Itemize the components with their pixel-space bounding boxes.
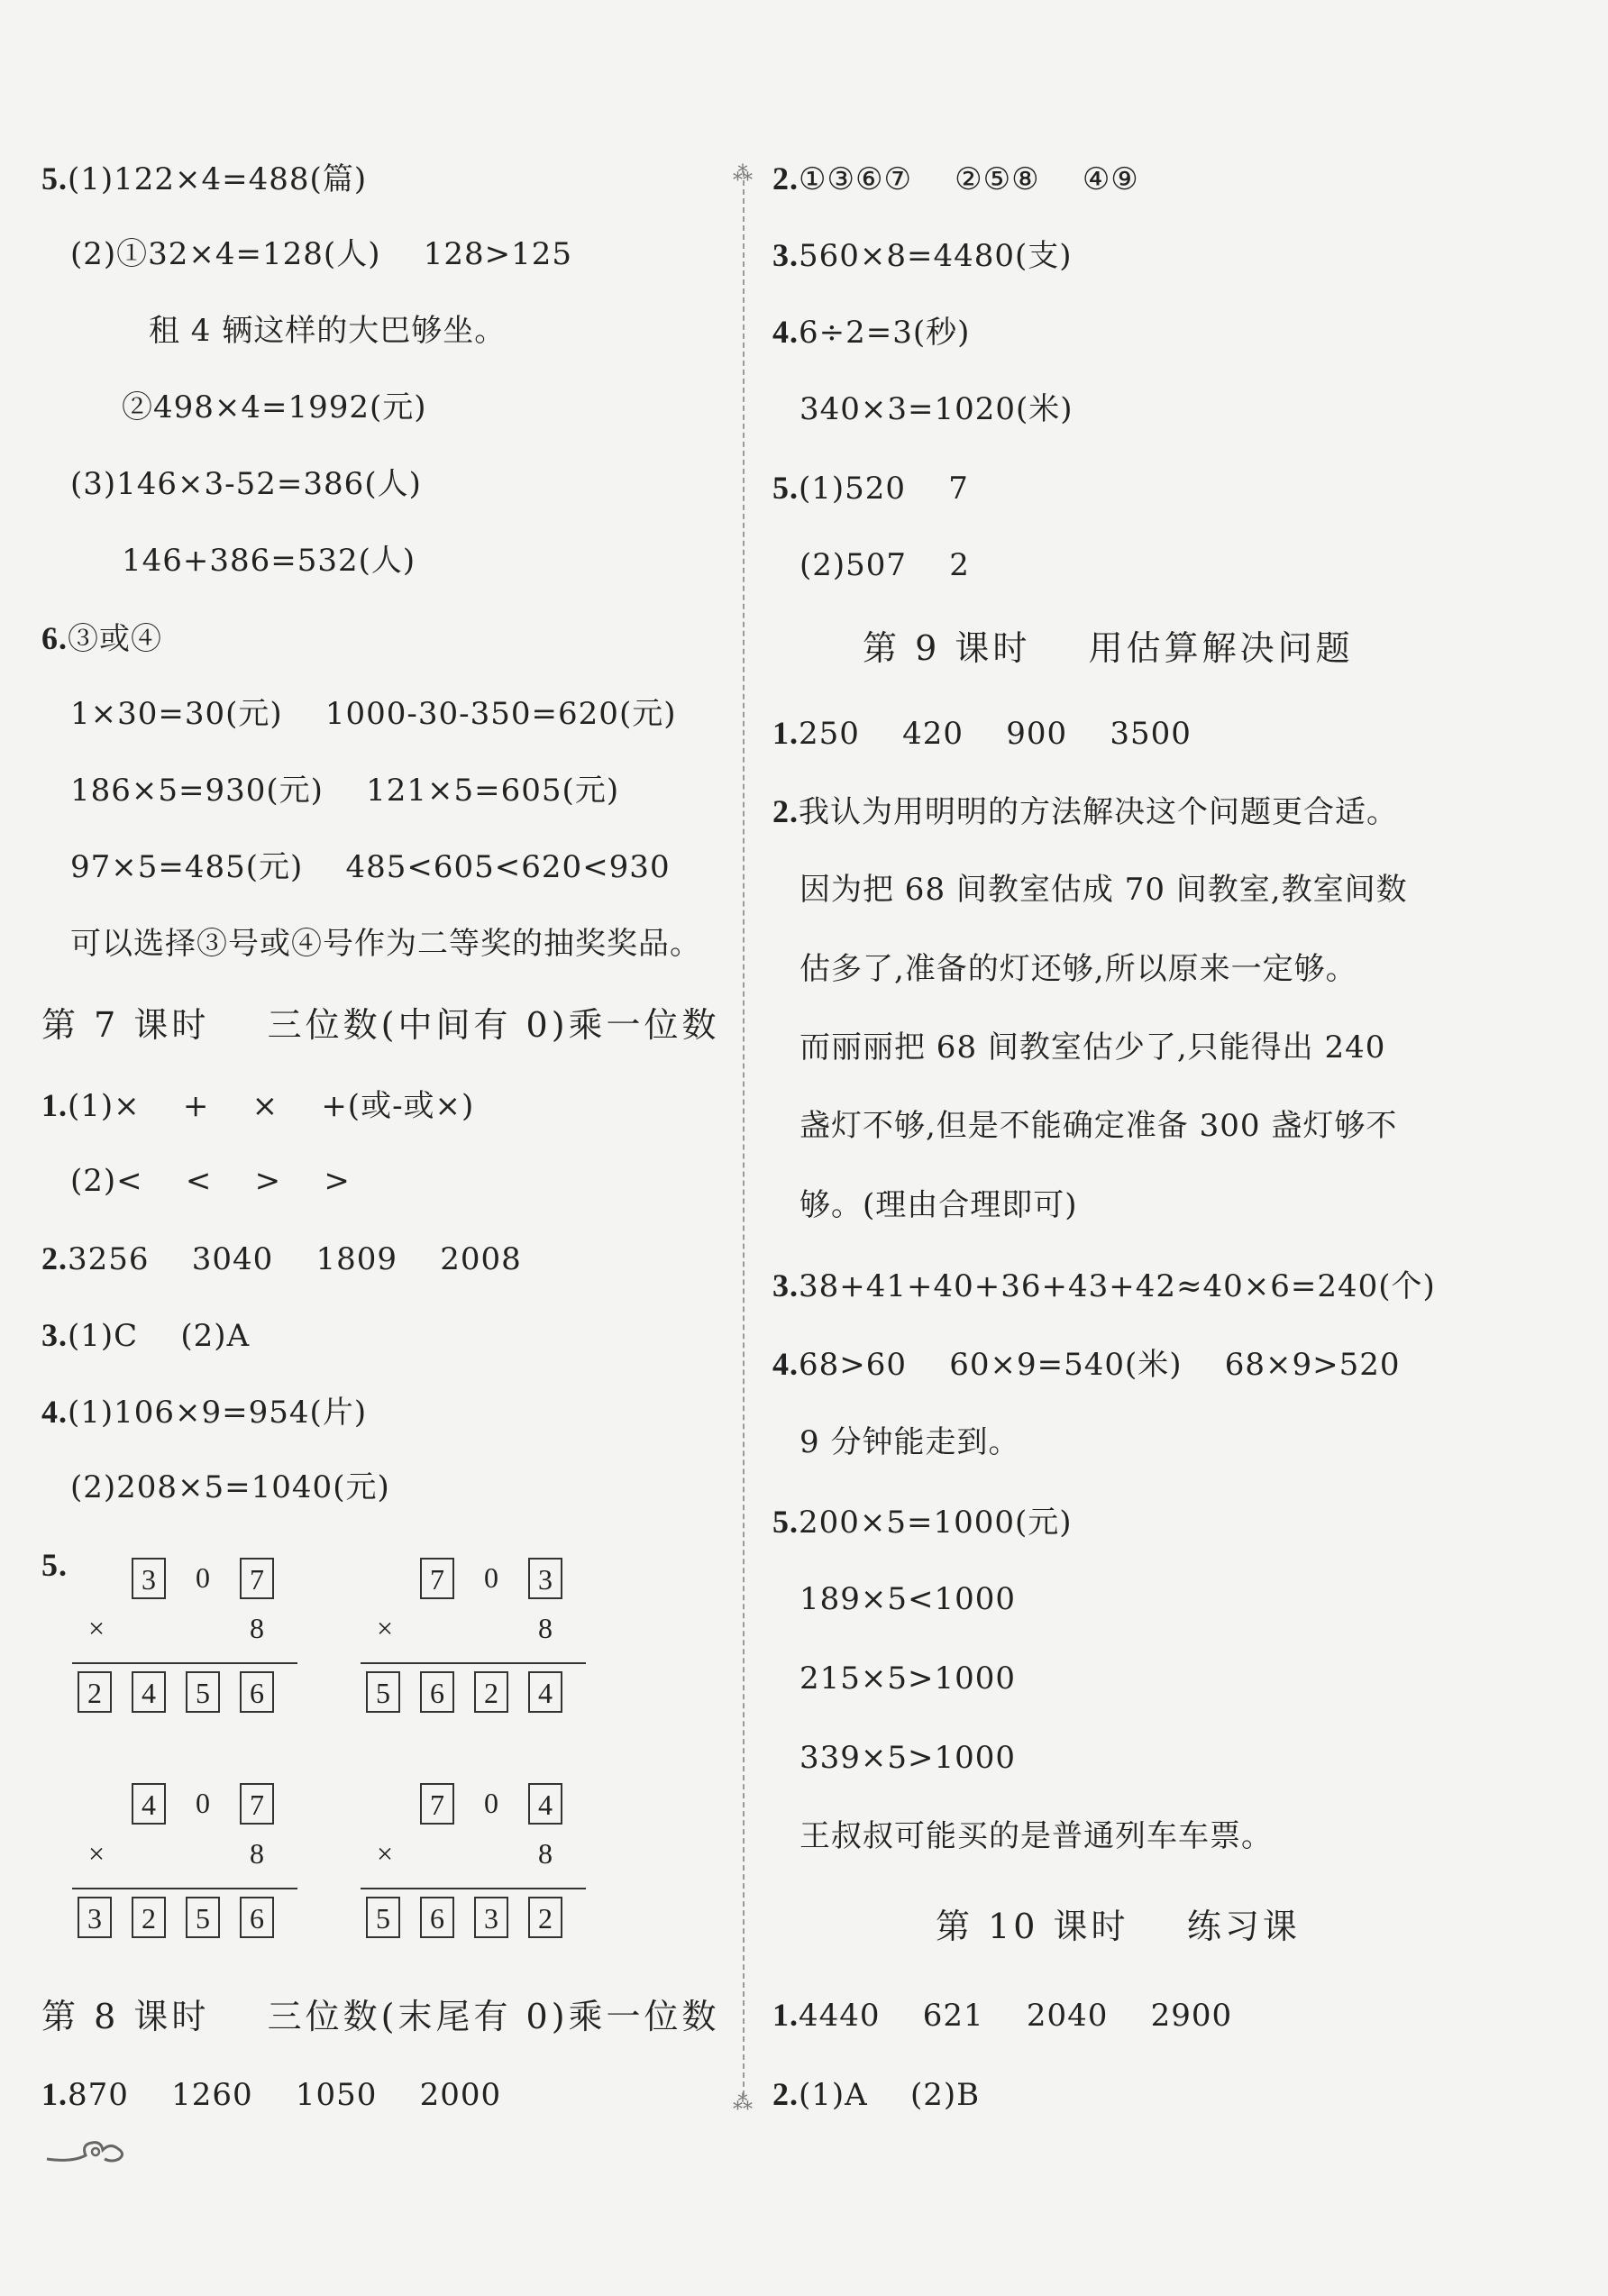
answer-line [772,715,1192,752]
vertical-multiplication [72,1558,306,1709]
answer-text: 够。(理由合理即可) [799,1187,1078,1223]
result-digit-box: 6 [240,1671,274,1713]
multiplier: 8 [538,1837,553,1870]
calc-line [361,1662,586,1664]
result-digit-box: 3 [78,1897,112,1938]
answer-line [41,2076,502,2113]
vertical-multiplication [361,1783,595,1935]
answer-line [122,543,416,579]
answer-text: 王叔叔可能买的是普通列车车票。 [799,1818,1273,1854]
question-number: 5. [41,160,68,197]
answer-text: 租 4 辆这样的大巴够坐。 [149,313,507,349]
answer-text: 盏灯不够,但是不能确定准备 300 盏灯够不 [799,1108,1398,1144]
answer-text: 200×5=1000(元) [799,1505,1073,1541]
answer-text: 估多了,准备的灯还够,所以原来一定够。 [799,951,1357,987]
times-sign: × [87,1612,105,1644]
answer-line [772,1504,1073,1541]
answer-text: ③或④ [68,621,162,657]
multiplier: 8 [250,1612,264,1644]
answer-line [772,470,969,507]
lesson-heading: 第 7 课时 三位数(中间有 0)乘一位数 [41,1005,720,1045]
calc-line [72,1662,297,1664]
question-number: 5. [772,470,799,506]
answer-text: 339×5>1000 [799,1740,1017,1776]
answer-text: 可以选择③号或④号作为二等奖的抽奖奖品。 [70,926,701,962]
question-number: 4. [772,314,799,350]
divider-ornament-bottom-icon: ⁂ [733,2092,753,2115]
vertical-multiplication [72,1783,306,1935]
divider-ornament-top-icon: ⁂ [733,163,753,186]
answer-text: ②498×4=1992(元) [122,389,427,425]
digit-box: 7 [240,1558,274,1599]
digit: 0 [484,1787,498,1819]
answer-text: (3)146×3-52=386(人) [70,466,422,502]
answer-text: ①③⑥⑦ ②⑤⑧ ④⑨ [799,161,1139,197]
result-digit-box: 6 [420,1671,454,1713]
multiplier: 8 [250,1837,264,1870]
result-digit-box: 4 [132,1671,166,1713]
result-digit-box: 2 [132,1897,166,1938]
answer-text: 3256 3040 1809 2008 [68,1241,522,1277]
digit-box: 3 [528,1558,562,1599]
answer-line [772,1346,1401,1383]
question-number: 3. [41,1317,68,1353]
answer-line [799,547,970,583]
question-number: 1. [41,2076,68,2112]
answer-text: (1)C (2)A [68,1318,251,1354]
digit-box: 3 [132,1558,166,1599]
answer-text: 1×30=30(元) 1000-30-350=620(元) [70,696,677,732]
result-digit-box: 5 [186,1671,220,1713]
result-digit-box: 4 [528,1671,562,1713]
answer-text: 我认为用明明的方法解决这个问题更合适。 [799,794,1398,830]
answer-line [772,314,971,351]
answer-line [772,162,1139,195]
answer-text: 68>60 60×9=540(米) 68×9>520 [799,1347,1401,1383]
digit: 0 [196,1561,210,1594]
question-number: 3. [772,1267,799,1304]
vertical-multiplication [361,1558,595,1709]
result-digit-box: 6 [240,1897,274,1938]
answer-text: 340×3=1020(米) [799,391,1074,427]
digit: 0 [484,1561,498,1594]
answer-line [799,1424,1020,1460]
question-number: 2. [772,160,799,197]
answer-text: 146+386=532(人) [122,543,416,579]
answer-line [799,1029,1386,1066]
answer-line [799,1108,1398,1144]
question-number: 4. [41,1394,68,1430]
answer-text: 而丽丽把 68 间教室估少了,只能得出 240 [799,1029,1386,1066]
result-digit-box: 5 [366,1671,400,1713]
answer-text: (1)122×4=488(篇) [68,161,368,197]
question-number: 5. [41,1547,68,1583]
lesson-heading: 第 9 课时 用估算解决问题 [863,628,1354,668]
digit-box: 4 [528,1783,562,1825]
question-number: 5. [772,1504,799,1540]
times-sign: × [376,1612,394,1644]
times-sign: × [87,1837,105,1870]
answer-text: 6÷2=3(秒) [799,315,971,351]
question-number: 1. [772,1997,799,2033]
digit-box: 7 [420,1558,454,1599]
answer-text: (2)①32×4=128(人) 128>125 [70,236,572,272]
answer-line [772,1997,1233,2034]
answer-text: 38+41+40+36+43+42≈40×6=240(个) [799,1268,1436,1304]
question-number: 2. [772,2076,799,2112]
question-number: 2. [41,1240,68,1276]
answer-text: (2)507 2 [799,547,970,583]
question-number: 1. [772,715,799,751]
right-column [759,0,1480,2296]
answer-line [70,466,422,502]
question-number: 1. [41,1087,68,1123]
lesson-heading: 第 10 课时 练习课 [936,1907,1301,1946]
answer-text: (2)< < > > [70,1163,351,1199]
answer-line [70,926,701,962]
answer-line [799,1581,1017,1617]
digit-box: 7 [420,1783,454,1825]
answer-text: 215×5>1000 [799,1660,1017,1697]
answer-text: 189×5<1000 [799,1581,1017,1617]
result-digit-box: 5 [366,1897,400,1938]
answer-line [772,1269,1436,1302]
answer-line [70,1469,390,1505]
answer-text: (1)A (2)B [799,2077,981,2113]
answer-line [799,1187,1078,1223]
answer-line [799,391,1074,427]
question-number: 4. [772,1346,799,1382]
answer-line [41,1394,368,1431]
answer-line [70,849,671,885]
left-column [0,0,721,2296]
result-digit-box: 2 [78,1671,112,1713]
answer-line [41,162,367,195]
lesson-heading: 第 8 课时 三位数(末尾有 0)乘一位数 [41,1997,720,2036]
answer-line [799,951,1357,987]
answer-line [149,313,507,349]
multiplier: 8 [538,1612,553,1644]
answer-text: 9 分钟能走到。 [799,1424,1020,1460]
answer-line [799,1740,1017,1776]
answer-line [41,1549,68,1581]
digit: 0 [196,1787,210,1819]
answer-line [799,1660,1017,1697]
answer-text: 97×5=485(元) 485<605<620<930 [70,849,671,885]
answer-text: 因为把 68 间教室估成 70 间教室,教室间数 [799,872,1408,908]
digit-box: 7 [240,1783,274,1825]
answer-line [799,1818,1273,1854]
result-digit-box: 2 [528,1897,562,1938]
question-number: 3. [772,237,799,273]
question-number: 2. [772,793,799,829]
question-number: 6. [41,620,68,656]
answer-line [41,620,162,657]
calc-line [72,1888,297,1889]
calc-line [361,1888,586,1889]
answer-line [799,872,1408,908]
answer-text: 4440 621 2040 2900 [799,1998,1233,2034]
times-sign: × [376,1837,394,1870]
answer-text: (2)208×5=1040(元) [70,1469,390,1505]
result-digit-box: 3 [474,1897,508,1938]
answer-line [772,2076,981,2113]
answer-line [41,1242,522,1275]
answer-text: (1)520 7 [799,471,969,507]
answer-text: 870 1260 1050 2000 [68,2077,502,2113]
answer-line [122,389,427,425]
answer-line [41,1087,475,1124]
answer-text: 560×8=4480(支) [799,238,1073,274]
answer-line [41,1317,251,1354]
result-digit-box: 5 [186,1897,220,1938]
answer-text: 186×5=930(元) 121×5=605(元) [70,773,620,809]
cloud-ornament-icon [45,2132,135,2168]
answer-text: (1)× + × +(或-或×) [68,1088,475,1124]
answer-line [70,696,677,732]
digit-box: 4 [132,1783,166,1825]
answer-text: 250 420 900 3500 [799,716,1192,752]
answer-line [772,237,1073,274]
answer-line [70,1163,351,1199]
column-divider [743,171,745,2096]
answer-line [70,773,620,809]
result-digit-box: 6 [420,1897,454,1938]
result-digit-box: 2 [474,1671,508,1713]
answer-text: (1)106×9=954(片) [68,1395,368,1431]
answer-line [70,236,572,272]
answer-line [772,795,1398,828]
